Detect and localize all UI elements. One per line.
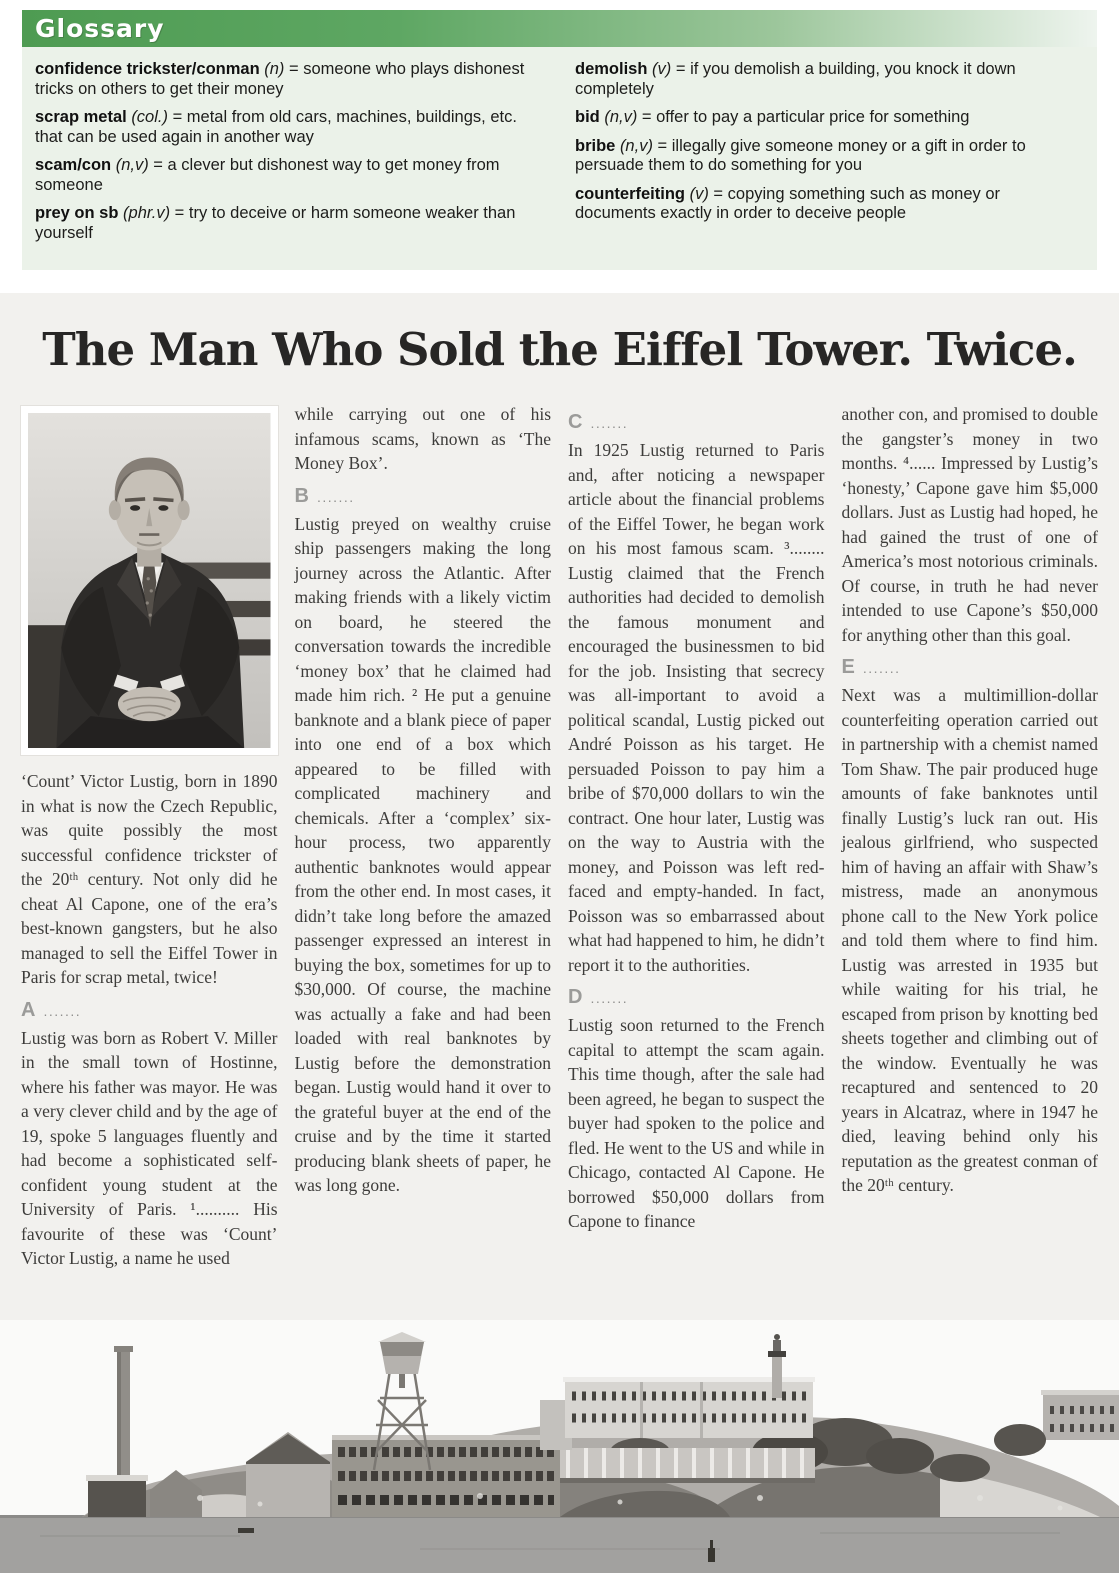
section-answer-dots: ....... (590, 415, 629, 431)
glossary-term: bid (575, 108, 605, 126)
glossary-term: scrap metal (35, 108, 132, 126)
glossary-panel (22, 10, 1097, 270)
glossary-term: confidence trickster/conman (35, 60, 265, 78)
section-answer-dots: ....... (43, 1002, 82, 1019)
glossary-header (22, 10, 1097, 47)
glossary-entry (575, 108, 1081, 128)
section-letter: B (294, 484, 309, 507)
section-header-D (568, 986, 825, 1010)
glossary-pos: (col.) (131, 108, 168, 126)
glossary-column-left (35, 60, 541, 252)
glossary-pos: (v) (652, 60, 672, 78)
article-paragraph: Lustig was born as Robert V. Miller in the small town of Hostinne, where his father was mayor. He was a very clever child and by the age of 19, spoke 5 languages fluently and had become a sophisticated self-confident young student at the University of Paris. ¹.......... His favourite of these was ‘Count’ Victor Lustig, a name he used (21, 1027, 278, 1269)
glossary-definition: = offer to pay a particular price for something (637, 108, 970, 126)
glossary-column-right (575, 60, 1081, 252)
glossary-entry (575, 137, 1081, 176)
glossary-entry (35, 108, 541, 147)
glossary-definition: = someone who plays dishonest tricks on others to get their money (35, 60, 525, 98)
glossary-definition: = if you demolish a building, you knock it down completely (575, 60, 1016, 98)
glossary-pos: (n,v) (604, 108, 638, 126)
section-header-C (568, 411, 825, 435)
article-column-1 (21, 402, 278, 1274)
glossary-title: Glossary (35, 14, 165, 43)
glossary-entry (575, 60, 1081, 99)
article-paragraph: while carrying out one of his infamous scams, known as ‘The Money Box’. (294, 404, 551, 473)
article-paragraph: ‘Count’ Victor Lustig, born in 1890 in what is now the Czech Republic, was quite possibly the most successful confidence trickster of the 20ᵗʰ century. Not only did he cheat Al Capone, one of the era’s best-known gangsters, but he also managed to sell the Eiffel Tower in Paris for scrap metal, twice! (21, 771, 278, 988)
section-letter: D (568, 986, 583, 1008)
glossary-term: bribe (575, 136, 620, 155)
glossary-definition: = try to deceive or harm someone weaker than yourself (35, 204, 516, 242)
section-letter: C (568, 411, 583, 433)
glossary-pos: (n,v) (115, 156, 149, 174)
article-title: The Man Who Sold the Eiffel Tower. Twice. (42, 323, 1077, 376)
victor-lustig-portrait-illustration (28, 413, 271, 748)
glossary-term: prey on sb (35, 204, 124, 222)
article-paragraph: Lustig soon returned to the French capital to attempt the scam again. This time though, after the sale had been agreed, he began to suspect the buyer had spoken to the police and fled. He went to the US and while in Chicago, contacted Al Capone. He borrowed $50,000 dollars from Capone to finance (568, 1015, 825, 1231)
section-letter: A (21, 998, 36, 1021)
article-column-2 (295, 402, 552, 1274)
glossary-term: demolish (575, 60, 653, 78)
glossary-pos: (n,v) (619, 136, 653, 155)
article-column-4 (842, 402, 1099, 1274)
alcatraz-island-photo (0, 1320, 1119, 1573)
glossary-term: scam/con (35, 156, 116, 174)
glossary-body (22, 47, 1097, 254)
glossary-entry (35, 156, 541, 195)
section-answer-dots: ....... (862, 660, 901, 676)
article-paragraph: another con, and promised to double the gangster’s money in two months. ⁴...... Impressed by Lustig’s ‘honesty,’ Capone gave him $5,000 dollars. Just as Lustig had hoped, he had gained the trust of one of America’s most notorious criminals. Of course, in truth he had never intended to use Capone’s $50,000 for anything other than this goal. (841, 404, 1098, 645)
section-answer-dots: ....... (590, 990, 629, 1006)
section-letter: E (841, 656, 855, 678)
section-header-A (21, 999, 278, 1023)
glossary-entry (35, 204, 541, 243)
article (0, 293, 1119, 1573)
glossary-pos: (n) (264, 60, 285, 78)
glossary-entry (575, 185, 1081, 224)
glossary-definition: = a clever but dishonest way to get money from someone (35, 156, 500, 194)
glossary-term: counterfeiting (575, 184, 690, 203)
article-paragraph: In 1925 Lustig returned to Paris and, after noticing a newspaper article about the financial problems of the Eiffel Tower, he began work on his most famous scam. ³........ Lustig claimed that the French authorities had decided to demolish the famous monument and encouraged the businessmen to bid for the job. Insisting that secrecy was all-important to avoid a political scandal, Lustig picked out André Poisson as his target. He persuaded Poisson to pay him a bribe of $70,000 dollars to win the contract. One hour later, Lustig was on the way to Austria with the money, and Poisson was left red-faced and empty-handed. In fact, Poisson was so embarrassed about what had happened to him, he didn’t report it to the authorities. (568, 440, 825, 975)
section-answer-dots: ....... (316, 488, 355, 505)
article-columns (21, 402, 1098, 1274)
page (0, 10, 1119, 1573)
victor-lustig-photo (21, 406, 278, 755)
glossary-definition: = metal from old cars, machines, buildings, etc. that can be used again in another way (35, 108, 517, 146)
glossary-pos: (phr.v) (123, 204, 171, 222)
article-paragraph: Next was a multimillion-dollar counterfeiting operation carried out in partnership with a chemist named Tom Shaw. The pair produced huge amounts of fake banknotes until finally Lustig’s luck ran out. His jealous girlfriend, who suspected him of having an affair with Shaw’s mistress, made an anonymous phone call to the New York police and told them where to find him. Lustig was arrested in 1935 but while waiting for his trial, he escaped from prison by knotting bed sheets together and climbing out of the window. Eventually he was recaptured and sentenced to 20 years in Alcatraz, where in 1947 he died, leaving behind only his reputation as the greatest conman of the 20ᵗʰ century. (841, 685, 1098, 1195)
section-header-E (842, 656, 1099, 680)
glossary-pos: (v) (689, 184, 709, 203)
section-header-B (295, 485, 552, 509)
glossary-entry (35, 60, 541, 99)
article-paragraph: Lustig preyed on wealthy cruise ship passengers making the long journey across the Atlantic. After making friends with a likely victim on board, he steered the conversation towards the incredible ‘money box’ that he claimed had made him rich. ² He put a genuine banknote and a blank piece of paper into one end of a box which appeared to be filled with complicated machinery and chemicals. After a ‘complex’ six-hour process, two apparently authentic banknotes would appear from the other end. In most cases, it didn’t take long before the amazed passenger expressed an interest in buying the box, sometimes for up to $30,000. Of course, the machine was actually a fake and had been loaded with real banknotes by Lustig before the demonstration began. Lustig would hand it over to the grateful buyer at the end of the cruise and by the time it started producing blank sheets of paper, he was long gone. (294, 513, 551, 1195)
glossary-definition: = illegally give someone money or a gift in order to persuade them to do something for you (575, 136, 1026, 174)
glossary-definition: = copying something such as money or documents exactly in order to deceive people (575, 184, 1001, 222)
alcatraz-illustration (0, 1320, 1119, 1573)
article-column-3 (568, 402, 825, 1274)
